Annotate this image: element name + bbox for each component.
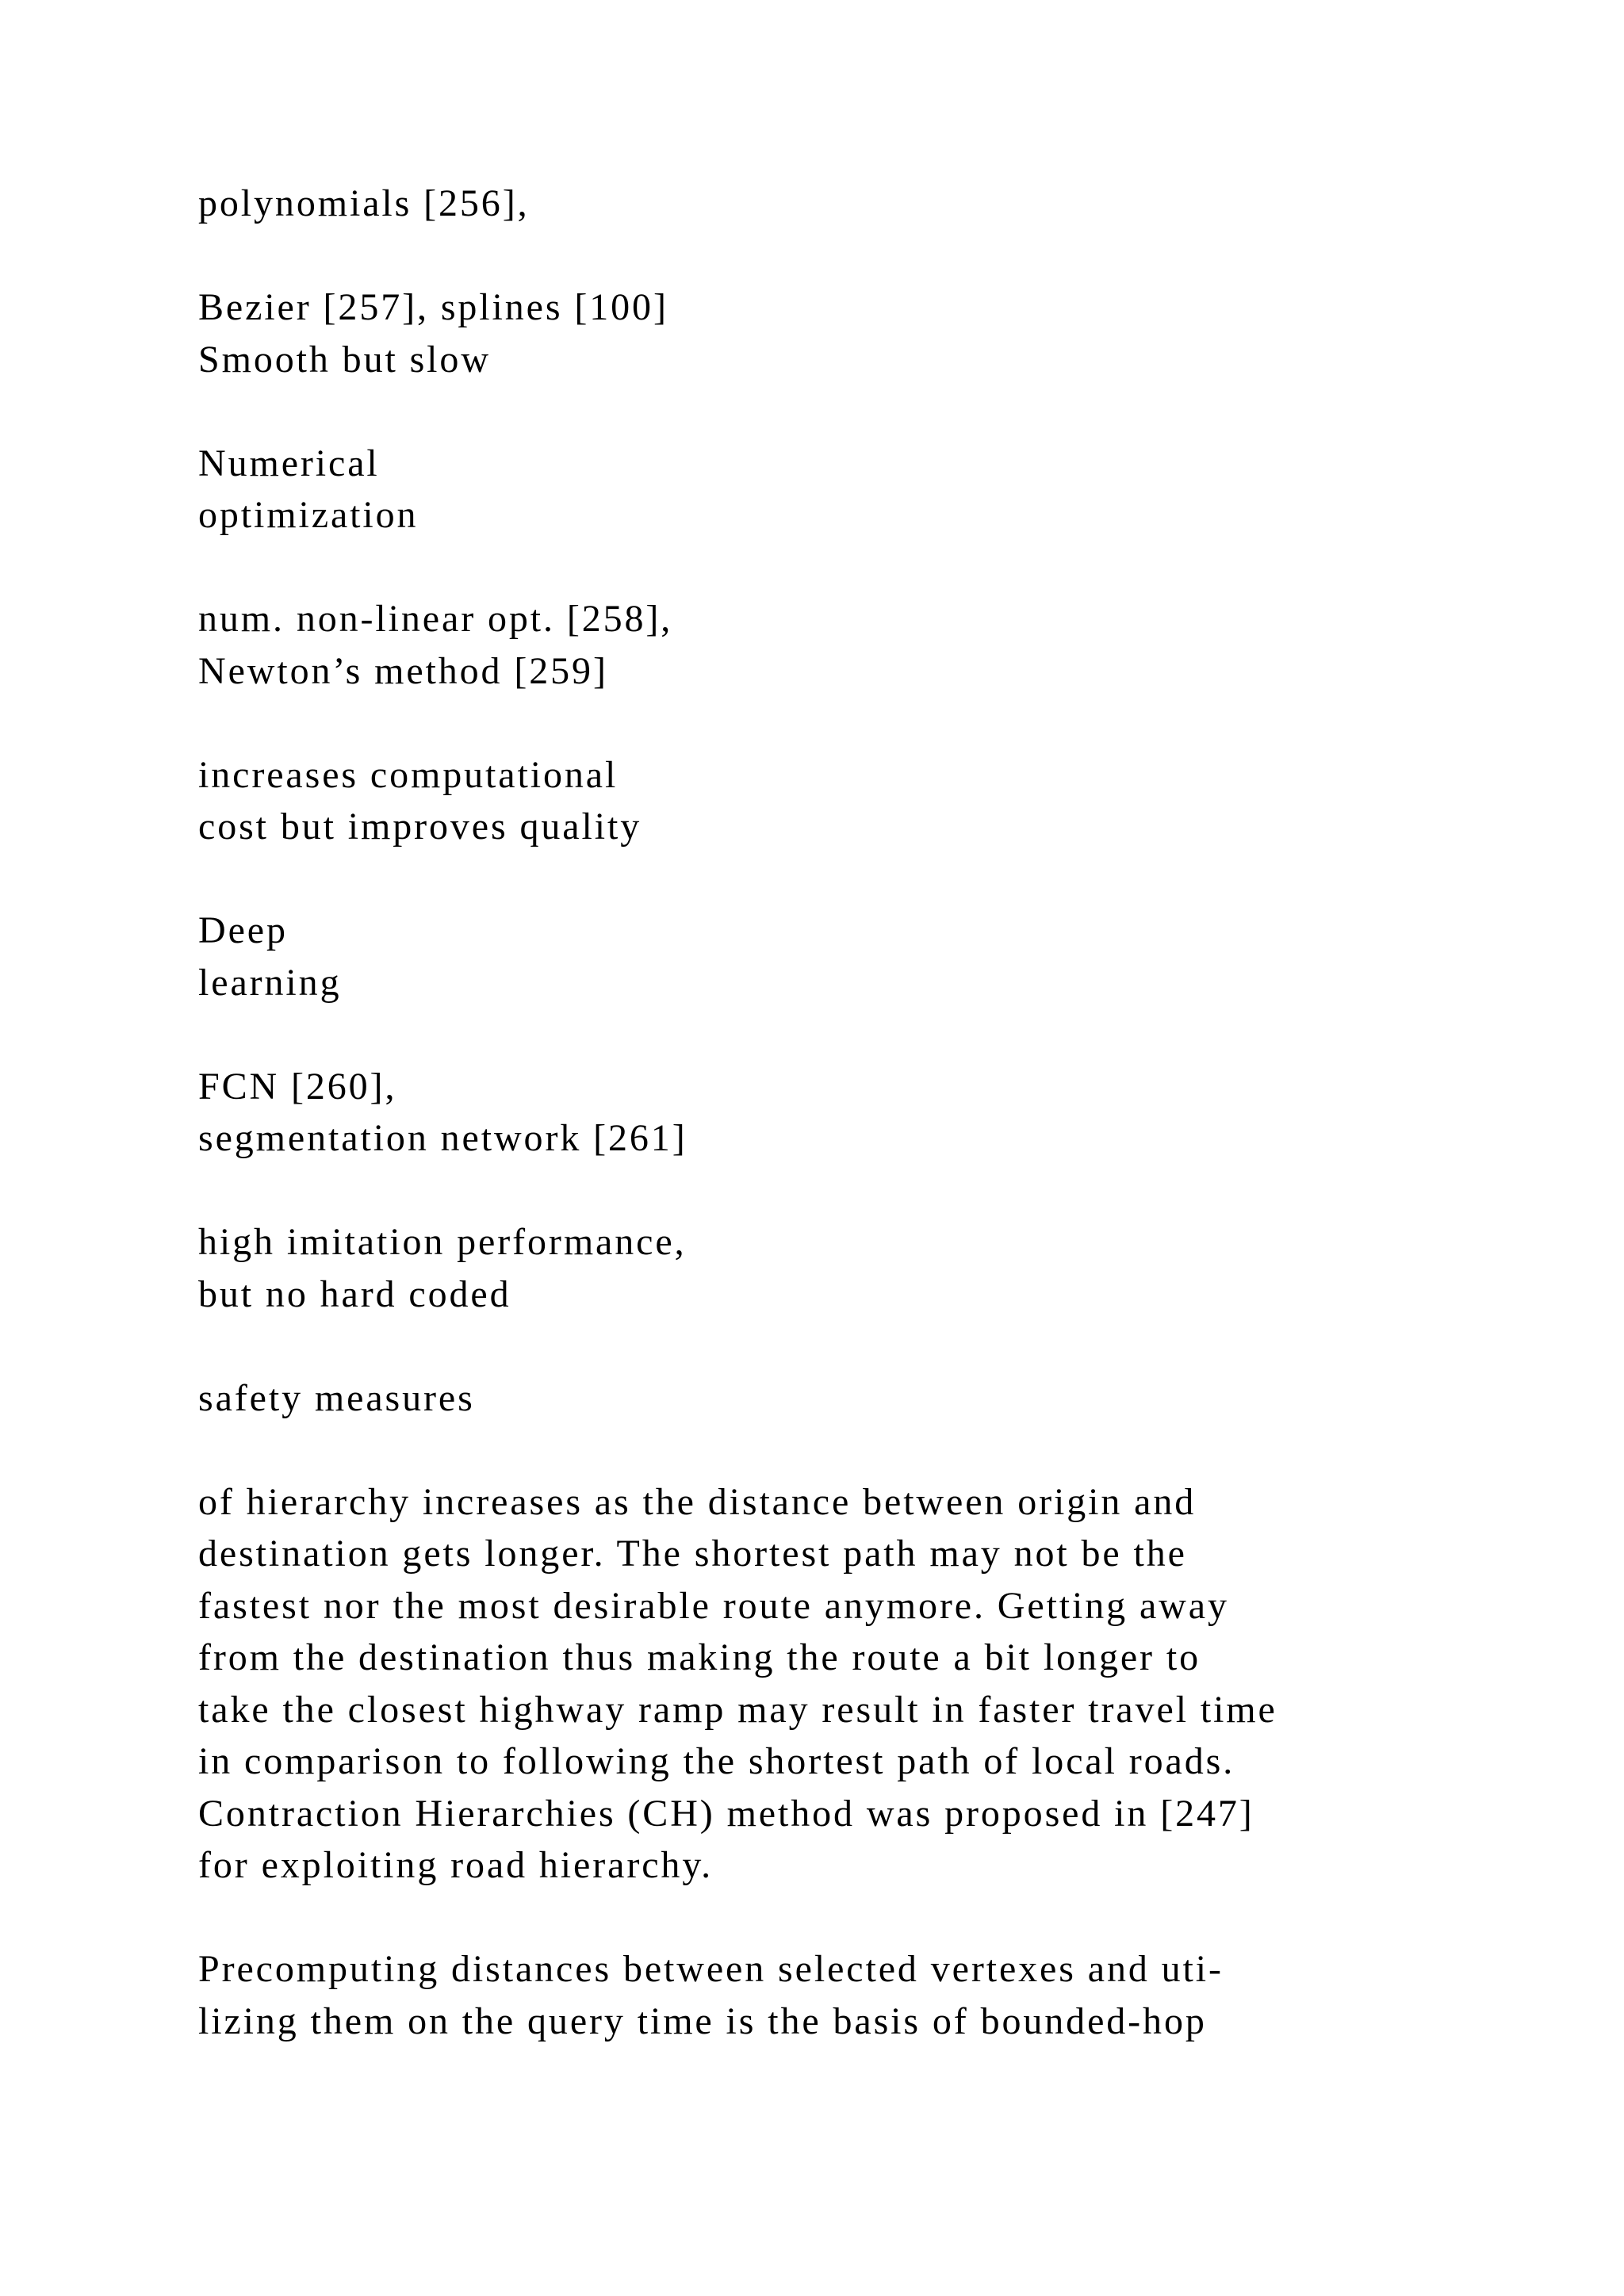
text-numerical-note: increases computational cost but improves quality [198, 753, 642, 848]
body-paragraph-precomputing: Precomputing distances between selected vertexes and uti- lizing them on the query time is the basis of bounded-hop [198, 1948, 1224, 2042]
text-numerical-examples: num. non-linear opt. [258], Newton’s method [259] [198, 598, 673, 692]
text-deep-note: high imitation performance, but no hard coded [198, 1221, 687, 1315]
text-safety-measures: safety measures [198, 1376, 475, 1419]
text-smooth-but-slow: Smooth but slow [198, 338, 491, 381]
page-content [198, 178, 1467, 2099]
text-deep-learning: Deep learning [198, 909, 342, 1004]
text-polynomials: polynomials [256], [198, 182, 530, 224]
text-bezier-splines: Bezier [257], splines [100] [198, 286, 668, 328]
text-deep-examples: FCN [260], segmentation network [261] [198, 1065, 688, 1159]
text-numerical-optimization: Numerical optimization [198, 442, 419, 536]
body-paragraph-hierarchy: of hierarchy increases as the distance between origin and destination gets longer. The shortest path may not be the fastest nor the most desirable route anymore. Getting away from the destination thus making the route a bit longer to take the closest highway ramp may result in faster travel time in comparison to following the shortest path of local roads. Contraction Hierarchies (CH) method was proposed in [247] for exploiting road hierarchy. [198, 1480, 1277, 1886]
